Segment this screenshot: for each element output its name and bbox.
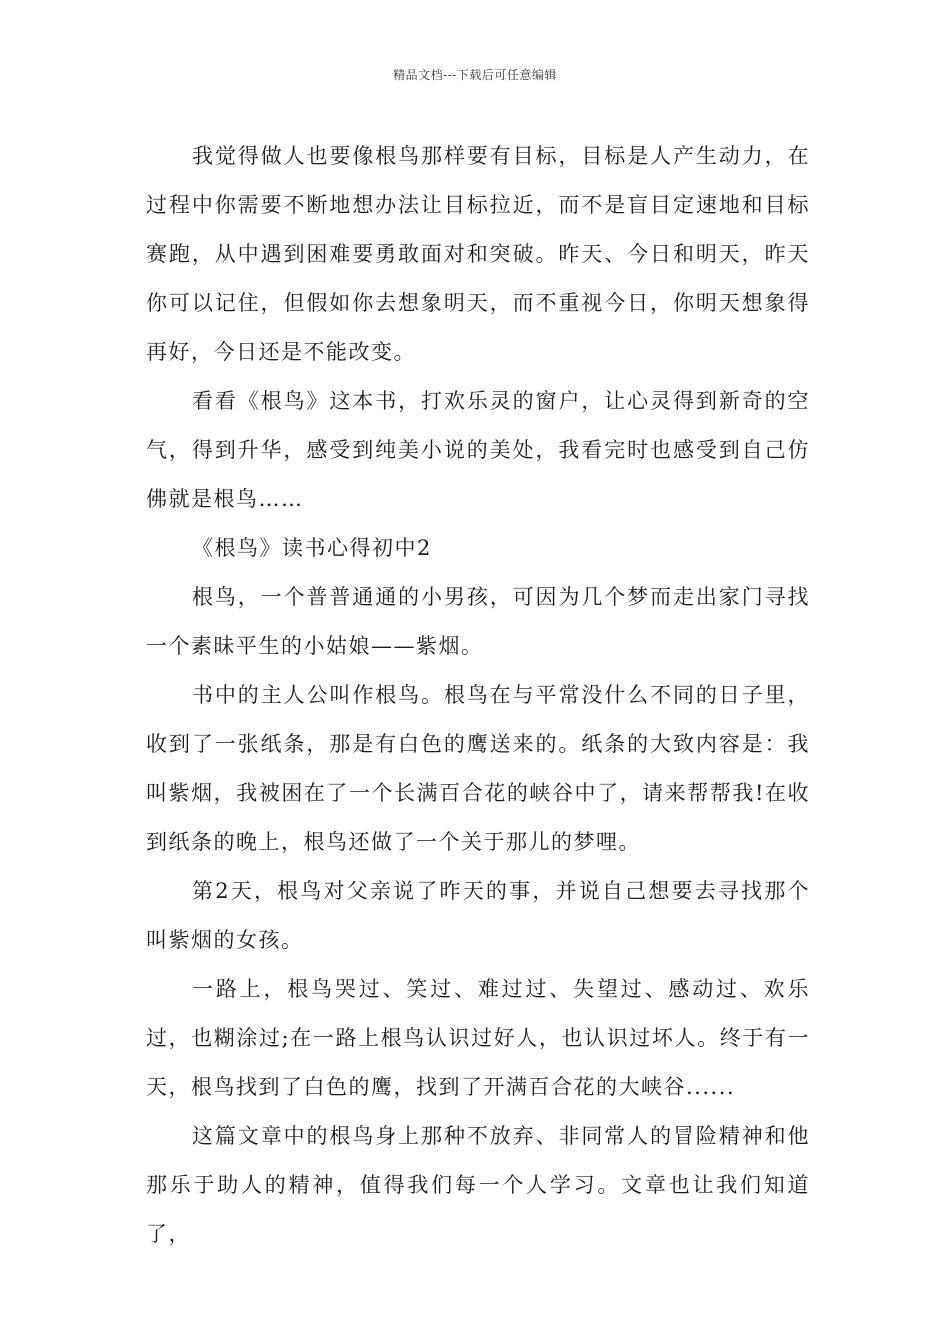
page-header: 精品文档---下载后可任意编辑	[393, 68, 557, 82]
paragraph: 这篇文章中的根鸟身上那种不放弃、非同常人的冒险精神和他那乐于助人的精神，值得我们每一个人学习。文章也让我们知道了，	[146, 1124, 810, 1246]
paragraph: 看看《根鸟》这本书，打欢乐灵的窗户，让心灵得到新奇的空气，得到升华，感受到纯美小说的美处，我看完时也感受到自己仿佛就是根鸟……	[146, 389, 810, 511]
paragraph: 书中的主人公叫作根鸟。根鸟在与平常没什么不同的日子里，收到了一张纸条，那是有白色的鹰送来的。纸条的大致内容是：我叫紫烟，我被困在了一个长满百合花的峡谷中了，请来帮帮我!在收到纸条的晚上，根鸟还做了一个关于那儿的梦哩。	[146, 683, 810, 854]
paragraph: 我觉得做人也要像根鸟那样要有目标，目标是人产生动力，在过程中你需要不断地想办法让目标拉近，而不是盲目定速地和目标赛跑，从中遇到困难要勇敢面对和突破。昨天、今日和明天，昨天你可以记住，但假如你去想象明天，而不重视今日，你明天想象得再好，今日还是不能改变。	[146, 144, 810, 364]
paragraph: 一路上，根鸟哭过、笑过、难过过、失望过、感动过、欢乐过，也糊涂过;在一路上根鸟认识过好人，也认识过坏人。终于有一天，根鸟找到了白色的鹰，找到了开满百合花的大峡谷......	[146, 977, 810, 1099]
paragraph: 第2天，根鸟对父亲说了昨天的事，并说自己想要去寻找那个叫紫烟的女孩。	[146, 879, 810, 952]
section-title: 《根鸟》读书心得初中2	[192, 536, 432, 560]
document-body	[146, 132, 810, 1259]
paragraph: 根鸟，一个普普通通的小男孩，可因为几个梦而走出家门寻找一个素昧平生的小姑娘——紫烟。	[146, 585, 810, 658]
